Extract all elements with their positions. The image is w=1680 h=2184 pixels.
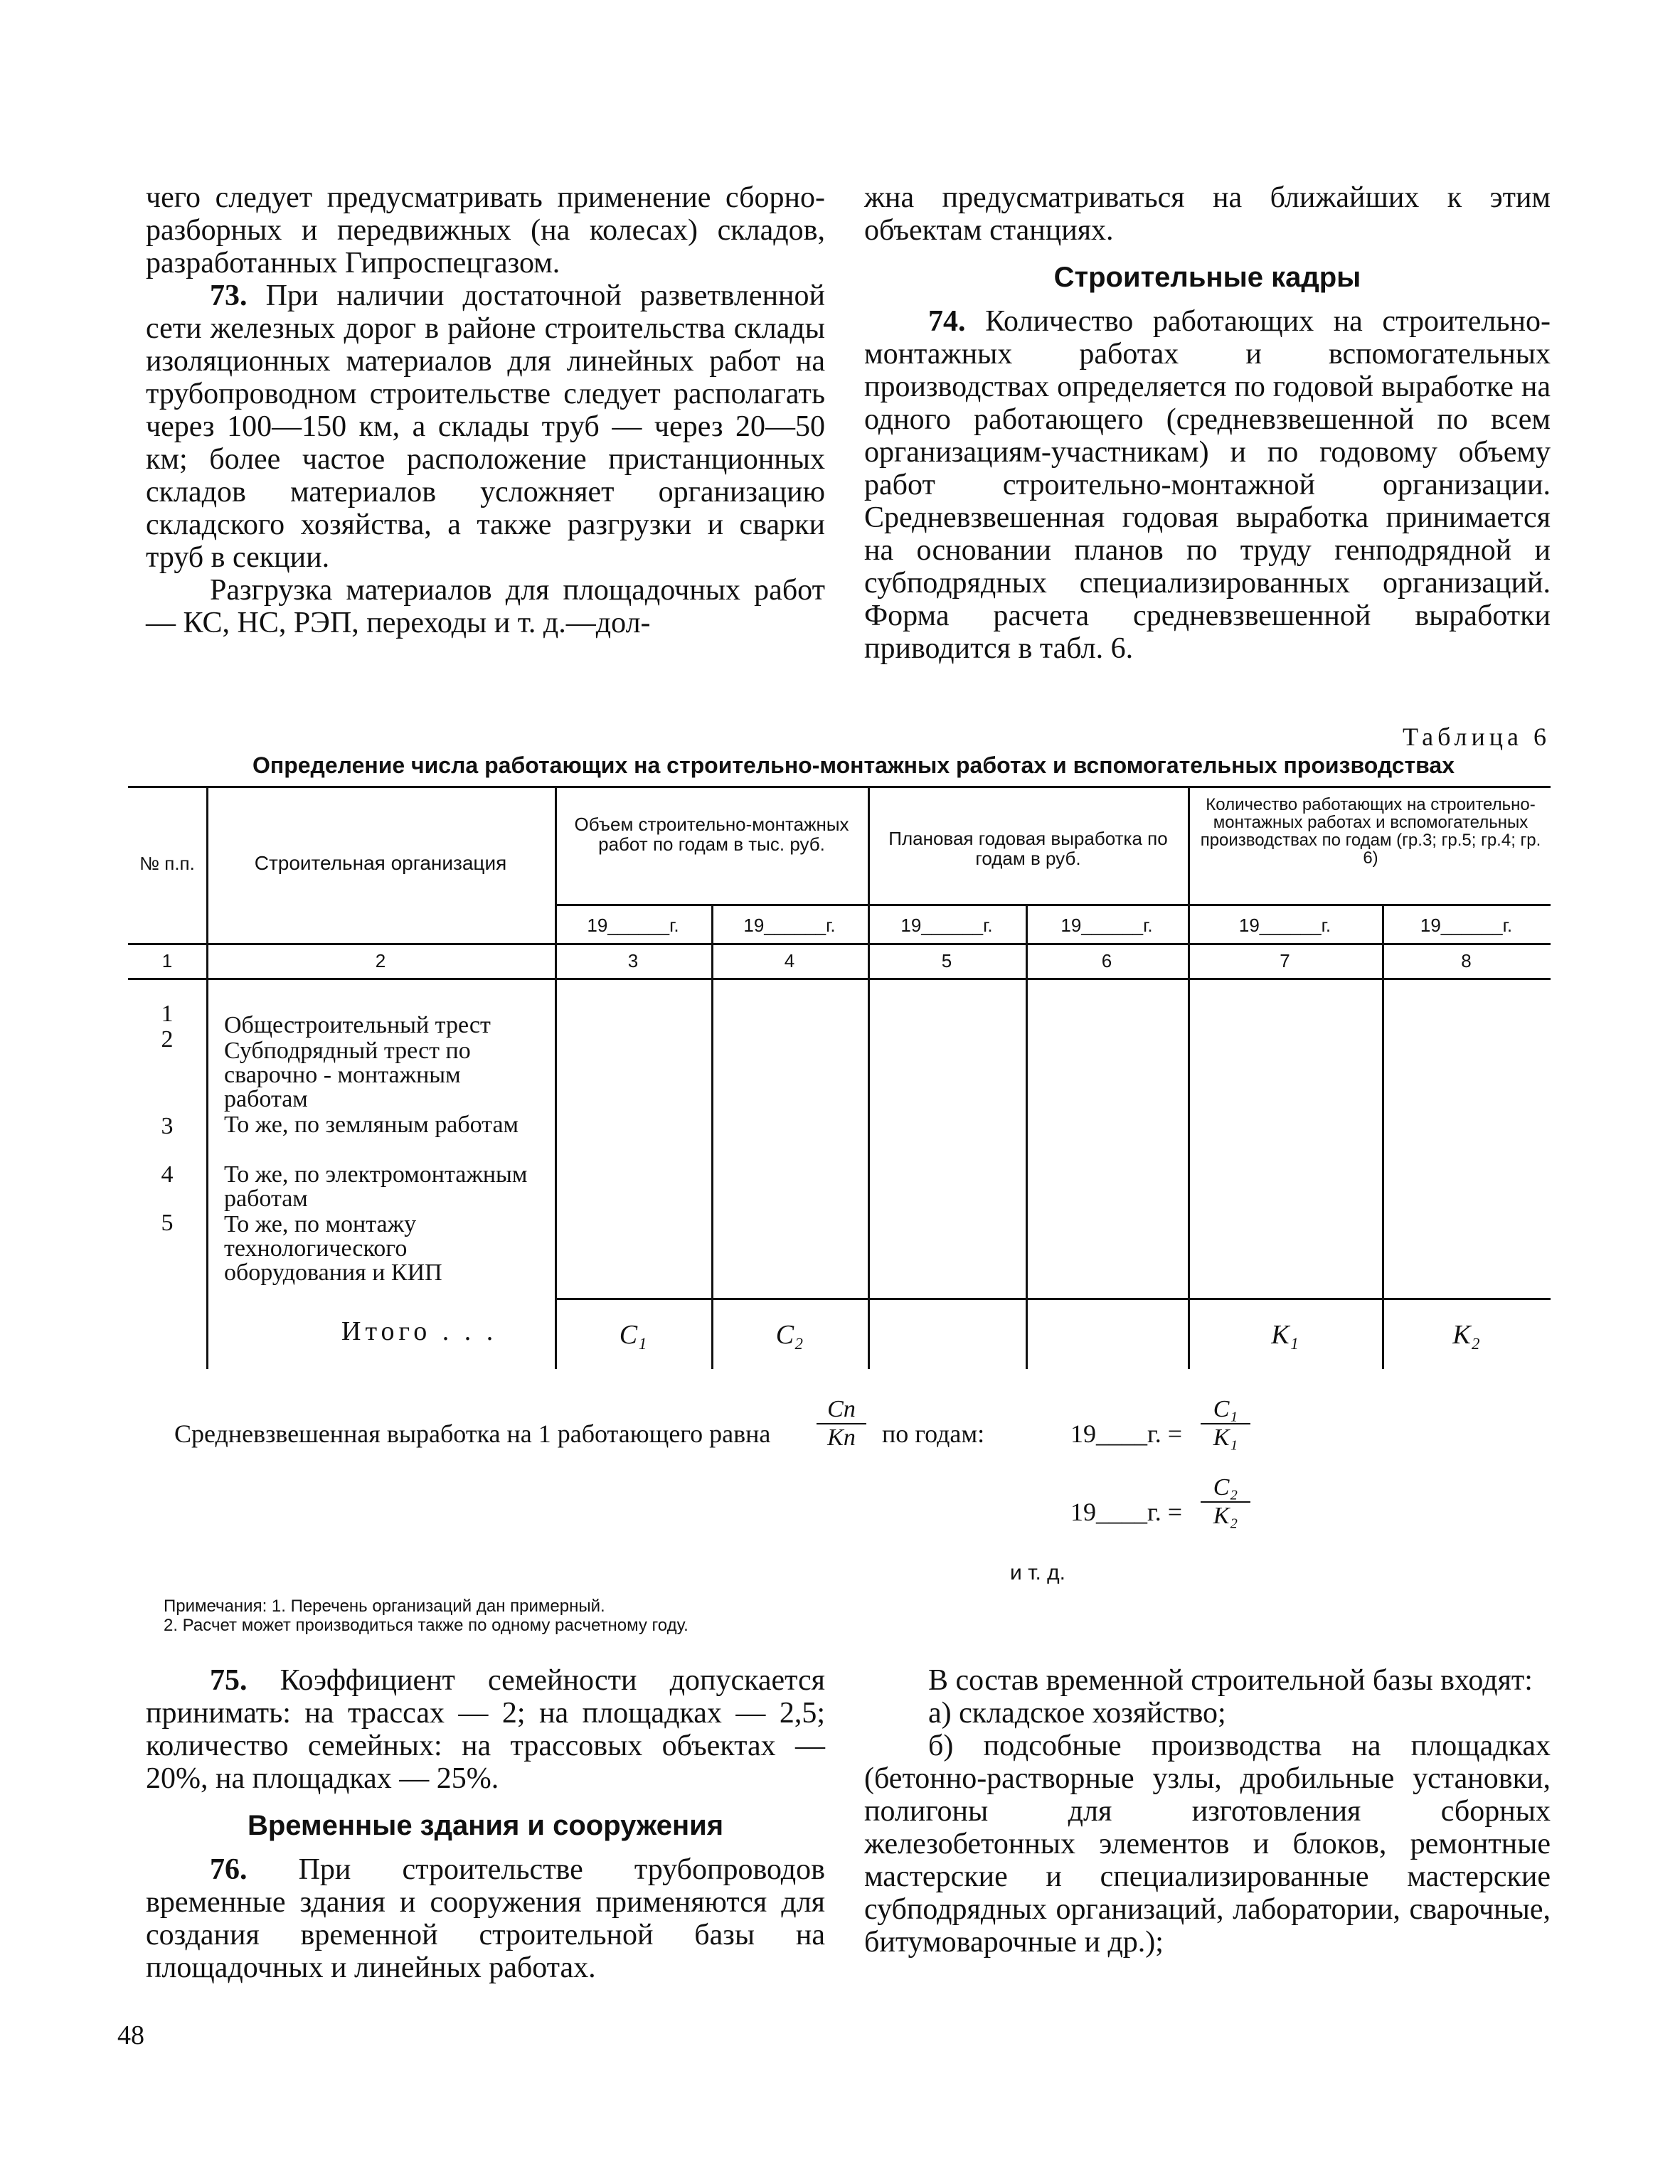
paragraph-text: При наличии достаточной разветвленной сети железных дорог в районе строительства склады изоляционных материалов для линейных работ на трубопроводном строительстве следует располагать через 100—150 км, а склады труб — через 20—50 км; более частое расположение пристанционных складов материалов усложняет организацию складского хозяйства, а также разгрузки и сварки труб в секции. bbox=[146, 279, 825, 574]
row-organization: То же, по монтажу технологического оборудования и КИП bbox=[224, 1211, 442, 1286]
paragraph-text: Количество работающих на строительно-монтажных работах и вспомогательных производствах определяется по годовой выработке на одного работающего (средневзвешенной по всем организациям-участникам) и по годовому объему работ строительно-монтажной организации. Средневзвешенная годовая выработка принимается на основании планов по труду генподрядной и субподрядных специализированных организаций. Форма расчета средневзвешенной выработки приводится в табл. 6. bbox=[864, 305, 1551, 665]
header-year: 19______г. bbox=[743, 915, 836, 936]
row-organization: То же, по земляным работам bbox=[224, 1112, 519, 1138]
page-number: 48 bbox=[117, 2020, 144, 2050]
total-k1: K₁ bbox=[1271, 1320, 1299, 1350]
section-heading: Строительные кадры bbox=[1053, 262, 1361, 293]
table-rule bbox=[1382, 904, 1384, 1369]
paragraph-number: 76. bbox=[210, 1853, 248, 1886]
table-rule bbox=[555, 786, 557, 1369]
fraction-denominator: Kп bbox=[827, 1424, 856, 1451]
row-number: 1 bbox=[161, 1001, 174, 1027]
column-number: 3 bbox=[627, 950, 639, 971]
table-rule bbox=[1026, 904, 1028, 1369]
row-organization: То же, по электромонтажным работам bbox=[224, 1161, 528, 1212]
header-year: 19______г. bbox=[1420, 915, 1513, 936]
total-label: Итого . . . bbox=[341, 1316, 498, 1346]
table-rule bbox=[128, 943, 1551, 945]
fraction-denominator: K₁ bbox=[1213, 1424, 1238, 1451]
formula-year-line: 19____г. = bbox=[1070, 1498, 1183, 1526]
paragraph-number: 73. bbox=[210, 279, 248, 312]
row-organization: Общестроительный трест bbox=[224, 1012, 491, 1038]
column-number: 2 bbox=[375, 950, 386, 971]
table-rule bbox=[555, 1298, 1551, 1300]
paragraph-base-composition: В состав временной строительной базы входят: bbox=[928, 1664, 1533, 1697]
table-rule bbox=[128, 978, 1551, 980]
column-number: 8 bbox=[1461, 950, 1472, 971]
fraction-numerator: C₂ bbox=[1213, 1474, 1238, 1501]
right-top-column bbox=[864, 181, 1551, 665]
column-number: 6 bbox=[1101, 950, 1112, 971]
paragraph-74 bbox=[864, 305, 1551, 665]
total-c2: C₂ bbox=[775, 1320, 804, 1350]
column-number: 4 bbox=[784, 950, 795, 971]
row-organization: Субподрядный трест по сварочно - монтажным работам bbox=[224, 1038, 471, 1112]
table-rule bbox=[1188, 786, 1190, 1369]
header-output: Плановая годовая выработка по годам в руб. bbox=[888, 828, 1168, 869]
fraction-numerator: C₁ bbox=[1213, 1396, 1238, 1422]
column-number: 7 bbox=[1280, 950, 1290, 971]
paragraph-number: 74. bbox=[928, 305, 966, 338]
formula-fraction-1 bbox=[1201, 1396, 1250, 1451]
row-number: 3 bbox=[161, 1113, 174, 1139]
list-item-a: а) складское хозяйство; bbox=[928, 1697, 1226, 1730]
paragraph-76 bbox=[146, 1853, 825, 1984]
fraction-denominator: K₂ bbox=[1213, 1503, 1238, 1529]
paragraph-text: Коэффициент семейности допускается принимать: на трассах — 2; на площадках — 2,5; количество семейных: на трассовых объектах — 20%, на площадках — 25%. bbox=[146, 1664, 825, 1795]
paragraph-73 bbox=[146, 279, 825, 574]
left-bottom-column bbox=[146, 1664, 825, 1984]
section-heading: Временные здания и сооружения bbox=[247, 1810, 724, 1841]
row-number: 5 bbox=[161, 1210, 174, 1236]
note-1: Примечания: 1. Перечень организаций дан примерный. bbox=[164, 1597, 605, 1616]
formula-fraction-2 bbox=[1201, 1474, 1250, 1530]
row-number: 4 bbox=[161, 1161, 174, 1188]
formula-by-years: по годам: bbox=[882, 1419, 985, 1448]
column-number: 5 bbox=[941, 950, 952, 971]
header-year: 19______г. bbox=[587, 915, 679, 936]
note-2: 2. Расчет может производиться также по одному расчетному году. bbox=[164, 1616, 689, 1635]
paragraph-text: При строительстве трубопроводов временные здания и сооружения применяются для создания временной строительной базы на площадочных и линейных работах. bbox=[146, 1853, 825, 1984]
total-c1: C₁ bbox=[619, 1320, 647, 1350]
header-workers: Количество работающих на строительно-монтажных работах и вспомогательных производствах по годам (гр.3; гр.5; гр.4; гр. 6) bbox=[1200, 795, 1541, 868]
header-volume: Объем строительно-монтажных работ по годам в тыс. руб. bbox=[574, 814, 849, 855]
paragraph-75 bbox=[146, 1664, 825, 1795]
column-number: 1 bbox=[161, 950, 173, 971]
list-item-b: б) подсобные производства на площадках (бетонно-растворные узлы, дробильные установки, полигоны для изготовления сборных железобетонных элементов и блоков, ремонтные мастерские и специализированные мастерские субподрядных организаций, лаборатории, сварочные, битумоварочные и др.); bbox=[864, 1730, 1551, 1959]
table-rule bbox=[711, 904, 713, 1369]
header-year: 19______г. bbox=[1060, 915, 1153, 936]
table-6 bbox=[128, 786, 1551, 1390]
table-number: Таблица 6 bbox=[1403, 723, 1551, 751]
header-org: Строительная организация bbox=[254, 852, 507, 874]
header-year: 19______г. bbox=[1238, 915, 1331, 936]
paragraph-continuation: жна предусматриваться на ближайших к этим объектам станциях. bbox=[864, 181, 1551, 247]
left-top-column bbox=[146, 181, 825, 639]
paragraph-continuation: чего следует предусматривать применение сборно-разборных и передвижных (на колесах) складов, разработанных Гипроспецгазом. bbox=[146, 181, 825, 279]
paragraph-unloading: Разгрузка материалов для площадочных работ — КС, НС, РЭП, переходы и т. д.—дол- bbox=[146, 574, 825, 639]
total-k2: K₂ bbox=[1452, 1320, 1480, 1350]
table-title: Определение числа работающих на строительно-монтажных работах и вспомогательных производствах bbox=[252, 752, 1455, 778]
fraction-numerator: Cп bbox=[827, 1396, 856, 1422]
table-rule bbox=[868, 786, 870, 1369]
table-rule bbox=[128, 786, 1551, 788]
right-bottom-column bbox=[864, 1664, 1551, 1959]
header-no: № п.п. bbox=[139, 853, 195, 874]
table-rule bbox=[206, 786, 208, 1369]
formula-text: Средневзвешенная выработка на 1 работающего равна bbox=[174, 1419, 771, 1448]
formula-etc: и т. д. bbox=[1010, 1561, 1066, 1584]
table-rule bbox=[555, 904, 1551, 906]
formula-fraction bbox=[817, 1396, 866, 1451]
formula-year-line: 19____г. = bbox=[1070, 1419, 1183, 1448]
row-number: 2 bbox=[161, 1026, 174, 1053]
header-year: 19______г. bbox=[900, 915, 993, 936]
paragraph-number: 75. bbox=[210, 1664, 248, 1697]
